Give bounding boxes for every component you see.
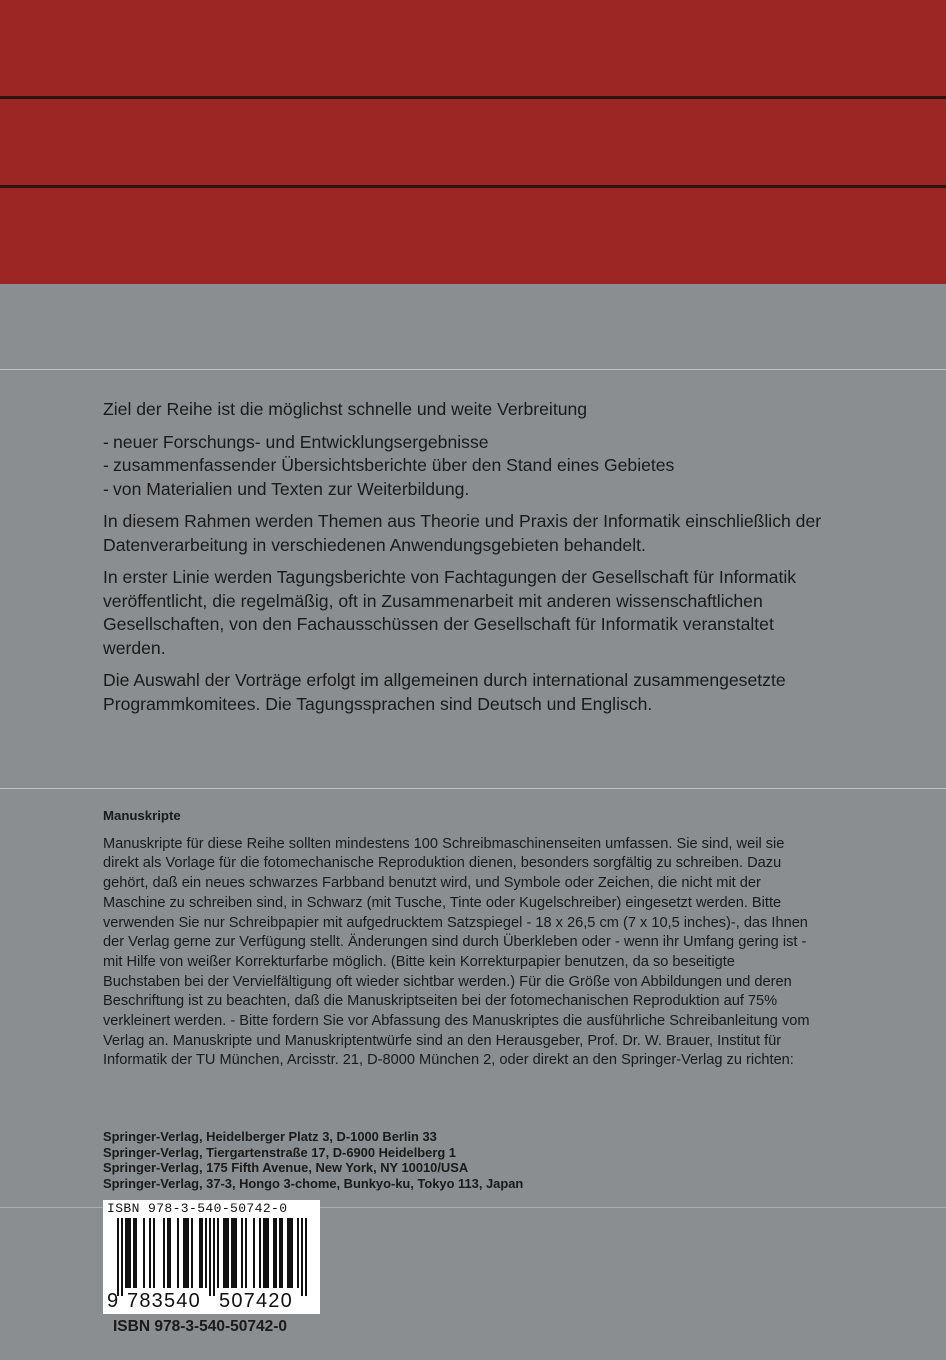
barcode-bar bbox=[187, 1218, 189, 1288]
barcode-guard-bar bbox=[213, 1218, 215, 1296]
barcode-bar bbox=[191, 1218, 193, 1288]
barcode-bar bbox=[201, 1218, 203, 1288]
barcode-bar bbox=[231, 1218, 233, 1288]
barcode-bar bbox=[127, 1218, 129, 1288]
manuscripts-section bbox=[103, 806, 813, 1071]
barcode-bar bbox=[133, 1218, 135, 1288]
barcode-bar bbox=[281, 1218, 283, 1288]
barcode-bar bbox=[235, 1218, 237, 1288]
intro-bullet: - zusammenfassender Übersichtsberichte über den Stand eines Gebietes bbox=[103, 455, 675, 475]
barcode-bar bbox=[225, 1218, 227, 1288]
barcode-bar bbox=[267, 1218, 269, 1288]
barcode-bar bbox=[177, 1218, 179, 1288]
barcode-bar bbox=[169, 1218, 171, 1288]
intro-paragraph: In erster Linie werden Tagungsberichte von Fachtagungen der Gesellschaft für Informatik veröffentlicht, die regelmäßig, oft in Zusammenarbeit mit anderen wissenschaftlichen Gesellschaften, von den Fachausschüssen der Gesellschaft für Informatik veranstaltet werden. bbox=[103, 567, 797, 658]
barcode-bar bbox=[223, 1218, 225, 1288]
barcode-bar bbox=[259, 1218, 261, 1288]
barcode-bar bbox=[129, 1218, 131, 1288]
barcode-guard-bar bbox=[301, 1218, 303, 1296]
intro-lead: Ziel der Reihe ist die möglichst schnelle und weite Verbreitung bbox=[103, 399, 588, 419]
barcode-bar bbox=[199, 1218, 201, 1288]
barcode-bar bbox=[205, 1218, 207, 1288]
barcode-bar bbox=[217, 1218, 219, 1288]
series-description bbox=[103, 398, 823, 725]
barcode-bar bbox=[241, 1218, 243, 1288]
barcode-bar bbox=[287, 1218, 289, 1288]
barcode-bar bbox=[149, 1218, 151, 1288]
intro-bullet-list bbox=[103, 431, 823, 502]
barcode-bar bbox=[167, 1218, 169, 1288]
barcode-label bbox=[103, 1200, 320, 1314]
address-line: Springer-Verlag, 175 Fifth Avenue, New York, NY 10010/USA bbox=[103, 1160, 469, 1176]
barcode-bar bbox=[297, 1218, 299, 1288]
barcode-bar bbox=[183, 1218, 185, 1288]
barcode-guard-bar bbox=[305, 1218, 307, 1296]
barcode-bar bbox=[263, 1218, 265, 1288]
cover-red-band bbox=[0, 0, 946, 284]
red-band-stripe-1 bbox=[0, 96, 946, 99]
barcode-bar bbox=[163, 1218, 165, 1288]
barcode-isbn-text: ISBN 978-3-540-50742-0 bbox=[107, 1201, 288, 1216]
barcode-bar bbox=[253, 1218, 255, 1288]
barcode-bar bbox=[279, 1218, 281, 1288]
section-divider-1 bbox=[0, 369, 946, 370]
barcode-bar bbox=[227, 1218, 229, 1288]
barcode-bar bbox=[291, 1218, 293, 1288]
isbn-label: ISBN 978-3-540-50742-0 bbox=[113, 1318, 288, 1335]
intro-bullet: - von Materialien und Texten zur Weiterbildung. bbox=[103, 478, 470, 499]
barcode-bar bbox=[233, 1218, 235, 1288]
barcode-left-group: 783540 bbox=[127, 1290, 201, 1312]
barcode-first-digit: 9 bbox=[107, 1290, 119, 1312]
publisher-addresses bbox=[103, 1129, 823, 1191]
section-divider-2 bbox=[0, 788, 946, 789]
barcode-bar bbox=[245, 1218, 247, 1288]
barcode-bar bbox=[153, 1218, 155, 1288]
barcode-digits bbox=[103, 1290, 320, 1312]
red-band-stripe-2 bbox=[0, 185, 946, 188]
barcode-guard-bar bbox=[117, 1218, 119, 1296]
intro-paragraph: In diesem Rahmen werden Themen aus Theorie und Praxis der Informatik einschließlich der Datenverarbeitung in verschiedenen Anwendungsgebieten behandelt. bbox=[103, 511, 822, 555]
barcode-bar bbox=[275, 1218, 277, 1288]
barcode-bar bbox=[143, 1218, 145, 1288]
barcode-right-group: 507420 bbox=[219, 1290, 293, 1312]
address-line: Springer-Verlag, Tiergartenstraße 17, D-6900 Heidelberg 1 bbox=[103, 1144, 456, 1160]
barcode-bar bbox=[125, 1218, 127, 1288]
address-line: Springer-Verlag, Heidelberger Platz 3, D-1000 Berlin 33 bbox=[103, 1129, 437, 1144]
barcode-bar bbox=[135, 1218, 137, 1288]
intro-bullet: - neuer Forschungs- und Entwicklungsergebnisse bbox=[103, 431, 489, 452]
manuscripts-heading: Manuskripte bbox=[103, 808, 181, 823]
barcode-bar bbox=[289, 1218, 291, 1288]
barcode-guard-bar bbox=[209, 1218, 211, 1296]
barcode-bar bbox=[265, 1218, 267, 1288]
intro-paragraph: Die Auswahl der Vorträge erfolgt im allgemeinen durch international zusammengesetzte Programmkomitees. Die Tagungssprachen sind Deutsch und Englisch. bbox=[103, 670, 786, 714]
barcode-guard-bar bbox=[121, 1218, 123, 1296]
barcode-bar bbox=[185, 1218, 187, 1288]
address-line: Springer-Verlag, 37-3, Hongo 3-chome, Bunkyo-ku, Tokyo 113, Japan bbox=[103, 1175, 524, 1191]
manuscripts-body: Manuskripte für diese Reihe sollten mindestens 100 Schreibmaschinenseiten umfassen. Sie sind, weil sie direkt als Vorlage für die fotomechanische Reproduktion dienen, besonders sorgfältig zu schreiben. Dazu gehört, daß ein neues schwarzes Farbband benutzt wird, und Symbole oder Zeichen, die nicht mit der Maschine zu schreiben sind, in Schwarz (mit Tusche, Tinte oder Kugelschreiber) eingesetzt werden. Bitte verwenden Sie nur Schreibpapier mit aufgedrucktem Satzspiegel - 18 x 26,5 cm (7 x 10,5 inches)-, das Ihnen der Verlag gerne zur Verfügung stellt. Änderungen sind durch Überkleben oder - wenn ihr Umfang gering ist - mit Hilfe von weißer Korrekturfarbe möglich. (Bitte kein Korrekturpapier benutzen, da so beseitigte Buchstaben bei der Vervielfältigung oft wieder sichtbar werden.) Für die Größe von Abbildungen und deren Beschriftung ist zu beachten, daß die Manuskriptseiten bei der fotomechanischen Reproduktion auf 75% verkleinert werden. - Bitte fordern Sie vor Abfassung des Manuskriptes die ausführliche Schreibanleitung vom Verlag an. Manuskripte und Manuskriptentwürfe sind an den Herausgeber, Prof. Dr. W. Brauer, Institut für Informatik der TU München, Arcisstr. 21, D-8000 München 2, oder direkt an den Springer-Verlag zu richten: bbox=[103, 835, 810, 1069]
barcode-bar bbox=[273, 1218, 275, 1288]
